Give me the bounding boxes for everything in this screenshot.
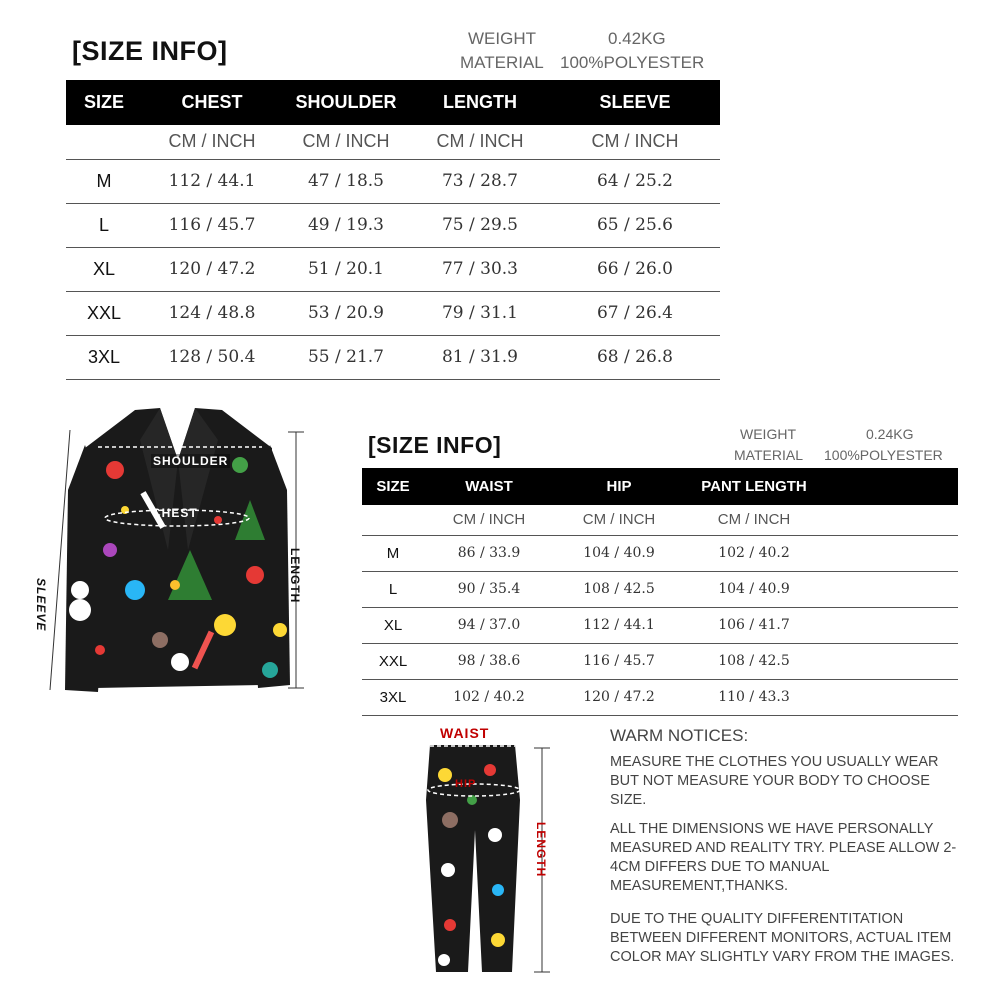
chest-cell: 116 / 45.7 — [142, 203, 282, 247]
jacket-units-row — [66, 125, 720, 159]
size-cell: XL — [66, 247, 142, 291]
unit-cell: CM / INCH — [684, 505, 824, 535]
size-cell: 3XL — [362, 679, 424, 715]
pants-material-label: MATERIAL — [734, 447, 803, 463]
chest-cell: 124 / 48.8 — [142, 291, 282, 335]
size-cell: L — [362, 571, 424, 607]
jacket-illustration — [40, 400, 330, 700]
header-blank — [824, 468, 958, 505]
blank-cell — [824, 643, 958, 679]
waist-label: WAIST — [440, 725, 490, 741]
table-row — [66, 159, 720, 203]
unit-cell: CM / INCH — [282, 125, 410, 159]
shoulder-cell: 55 / 21.7 — [282, 335, 410, 379]
header-size: SIZE — [66, 80, 142, 125]
waist-cell: 102 / 40.2 — [424, 679, 554, 715]
header-waist: WAIST — [424, 468, 554, 505]
length-cell: 75 / 29.5 — [410, 203, 550, 247]
pant-length-cell: 104 / 40.9 — [684, 571, 824, 607]
unit-cell: CM / INCH — [142, 125, 282, 159]
length-cell: 77 / 30.3 — [410, 247, 550, 291]
size-cell: XXL — [66, 291, 142, 335]
jacket-weight-label: WEIGHT — [468, 29, 536, 48]
pants-units-row — [362, 505, 958, 535]
size-cell: M — [362, 535, 424, 571]
pants-meta — [734, 424, 958, 466]
sleeve-label: SLEEVE — [34, 578, 48, 632]
jacket-size-table — [66, 80, 720, 380]
notice-paragraph: MEASURE THE CLOTHES YOU USUALLY WEAR BUT NOT MEASURE YOUR BODY TO CHOOSE SIZE. — [610, 754, 939, 808]
hip-cell: 104 / 40.9 — [554, 535, 684, 571]
pants-weight-value: 0.24KG — [866, 426, 914, 442]
jacket-weight-value: 0.42KG — [608, 29, 666, 48]
hip-cell: 120 / 47.2 — [554, 679, 684, 715]
pants-header-row — [362, 468, 958, 505]
sleeve-cell: 65 / 25.6 — [550, 203, 720, 247]
header-sleeve: SLEEVE — [550, 80, 720, 125]
shoulder-cell: 49 / 19.3 — [282, 203, 410, 247]
unit-cell — [362, 505, 424, 535]
hip-cell: 116 / 45.7 — [554, 643, 684, 679]
shoulder-label: SHOULDER — [153, 454, 229, 468]
size-cell: L — [66, 203, 142, 247]
length-cell: 79 / 31.1 — [410, 291, 550, 335]
header-chest: CHEST — [142, 80, 282, 125]
chest-cell: 112 / 44.1 — [142, 159, 282, 203]
table-row — [362, 679, 958, 715]
shoulder-cell: 53 / 20.9 — [282, 291, 410, 335]
sleeve-cell: 67 / 26.4 — [550, 291, 720, 335]
unit-cell: CM / INCH — [424, 505, 554, 535]
chest-cell: 120 / 47.2 — [142, 247, 282, 291]
header-length: LENGTH — [410, 80, 550, 125]
pant-length-cell: 102 / 40.2 — [684, 535, 824, 571]
notice-paragraph: ALL THE DIMENSIONS WE HAVE PERSONALLY MEASURED AND REALITY TRY. PLEASE ALLOW 2-4CM DIFFERS DUE TO MANUAL MEASUREMENT,THANKS. — [610, 821, 957, 894]
header-hip: HIP — [554, 468, 684, 505]
waist-cell: 90 / 35.4 — [424, 571, 554, 607]
table-row — [362, 643, 958, 679]
pant-length-cell: 106 / 41.7 — [684, 607, 824, 643]
pant-length-cell: 110 / 43.3 — [684, 679, 824, 715]
header-shoulder: SHOULDER — [282, 80, 410, 125]
notice-paragraph: DUE TO THE QUALITY DIFFERENTITATION BETWEEN DIFFERENT MONITORS, ACTUAL ITEM COLOR MAY SLIGHTLY VARY FROM THE IMAGES. — [610, 911, 955, 965]
sleeve-cell: 66 / 26.0 — [550, 247, 720, 291]
pants-size-table — [362, 468, 958, 716]
unit-cell: CM / INCH — [410, 125, 550, 159]
pants-material-value: 100%POLYESTER — [824, 447, 943, 463]
table-row — [66, 203, 720, 247]
unit-cell: CM / INCH — [550, 125, 720, 159]
unit-cell — [66, 125, 142, 159]
length-cell: 73 / 28.7 — [410, 159, 550, 203]
length-cell: 81 / 31.9 — [410, 335, 550, 379]
waist-cell: 86 / 33.9 — [424, 535, 554, 571]
blank-cell — [824, 679, 958, 715]
jacket-header-row — [66, 80, 720, 125]
shoulder-cell: 51 / 20.1 — [282, 247, 410, 291]
pant-length-cell: 108 / 42.5 — [684, 643, 824, 679]
blank-cell — [824, 607, 958, 643]
warm-notices — [610, 726, 965, 977]
hip-label: HIP — [455, 778, 477, 790]
pants-weight-label: WEIGHT — [740, 426, 796, 442]
pants-size-title: [SIZE INFO] — [368, 432, 502, 458]
blank-cell — [824, 535, 958, 571]
unit-cell: CM / INCH — [554, 505, 684, 535]
size-cell: XXL — [362, 643, 424, 679]
header-pant-length: PANT LENGTH — [684, 468, 824, 505]
jacket-size-title: [SIZE INFO] — [72, 36, 228, 66]
size-cell: 3XL — [66, 335, 142, 379]
pants-length-label: LENGTH — [534, 822, 548, 878]
table-row — [66, 247, 720, 291]
sleeve-cell: 68 / 26.8 — [550, 335, 720, 379]
jacket-meta — [460, 27, 720, 75]
header-size: SIZE — [362, 468, 424, 505]
length-label: LENGTH — [288, 548, 302, 604]
table-row — [362, 607, 958, 643]
jacket-material-label: MATERIAL — [460, 53, 544, 72]
table-row — [66, 291, 720, 335]
table-row — [66, 335, 720, 379]
shoulder-cell: 47 / 18.5 — [282, 159, 410, 203]
hip-cell: 108 / 42.5 — [554, 571, 684, 607]
chest-label: CHEST — [152, 506, 198, 520]
waist-cell: 98 / 38.6 — [424, 643, 554, 679]
size-cell: XL — [362, 607, 424, 643]
notices-heading: WARM NOTICES: — [610, 726, 749, 745]
size-cell: M — [66, 159, 142, 203]
table-row — [362, 571, 958, 607]
sleeve-cell: 64 / 25.2 — [550, 159, 720, 203]
unit-cell — [824, 505, 958, 535]
table-row — [362, 535, 958, 571]
hip-cell: 112 / 44.1 — [554, 607, 684, 643]
waist-cell: 94 / 37.0 — [424, 607, 554, 643]
chest-cell: 128 / 50.4 — [142, 335, 282, 379]
jacket-material-value: 100%POLYESTER — [560, 53, 705, 72]
blank-cell — [824, 571, 958, 607]
